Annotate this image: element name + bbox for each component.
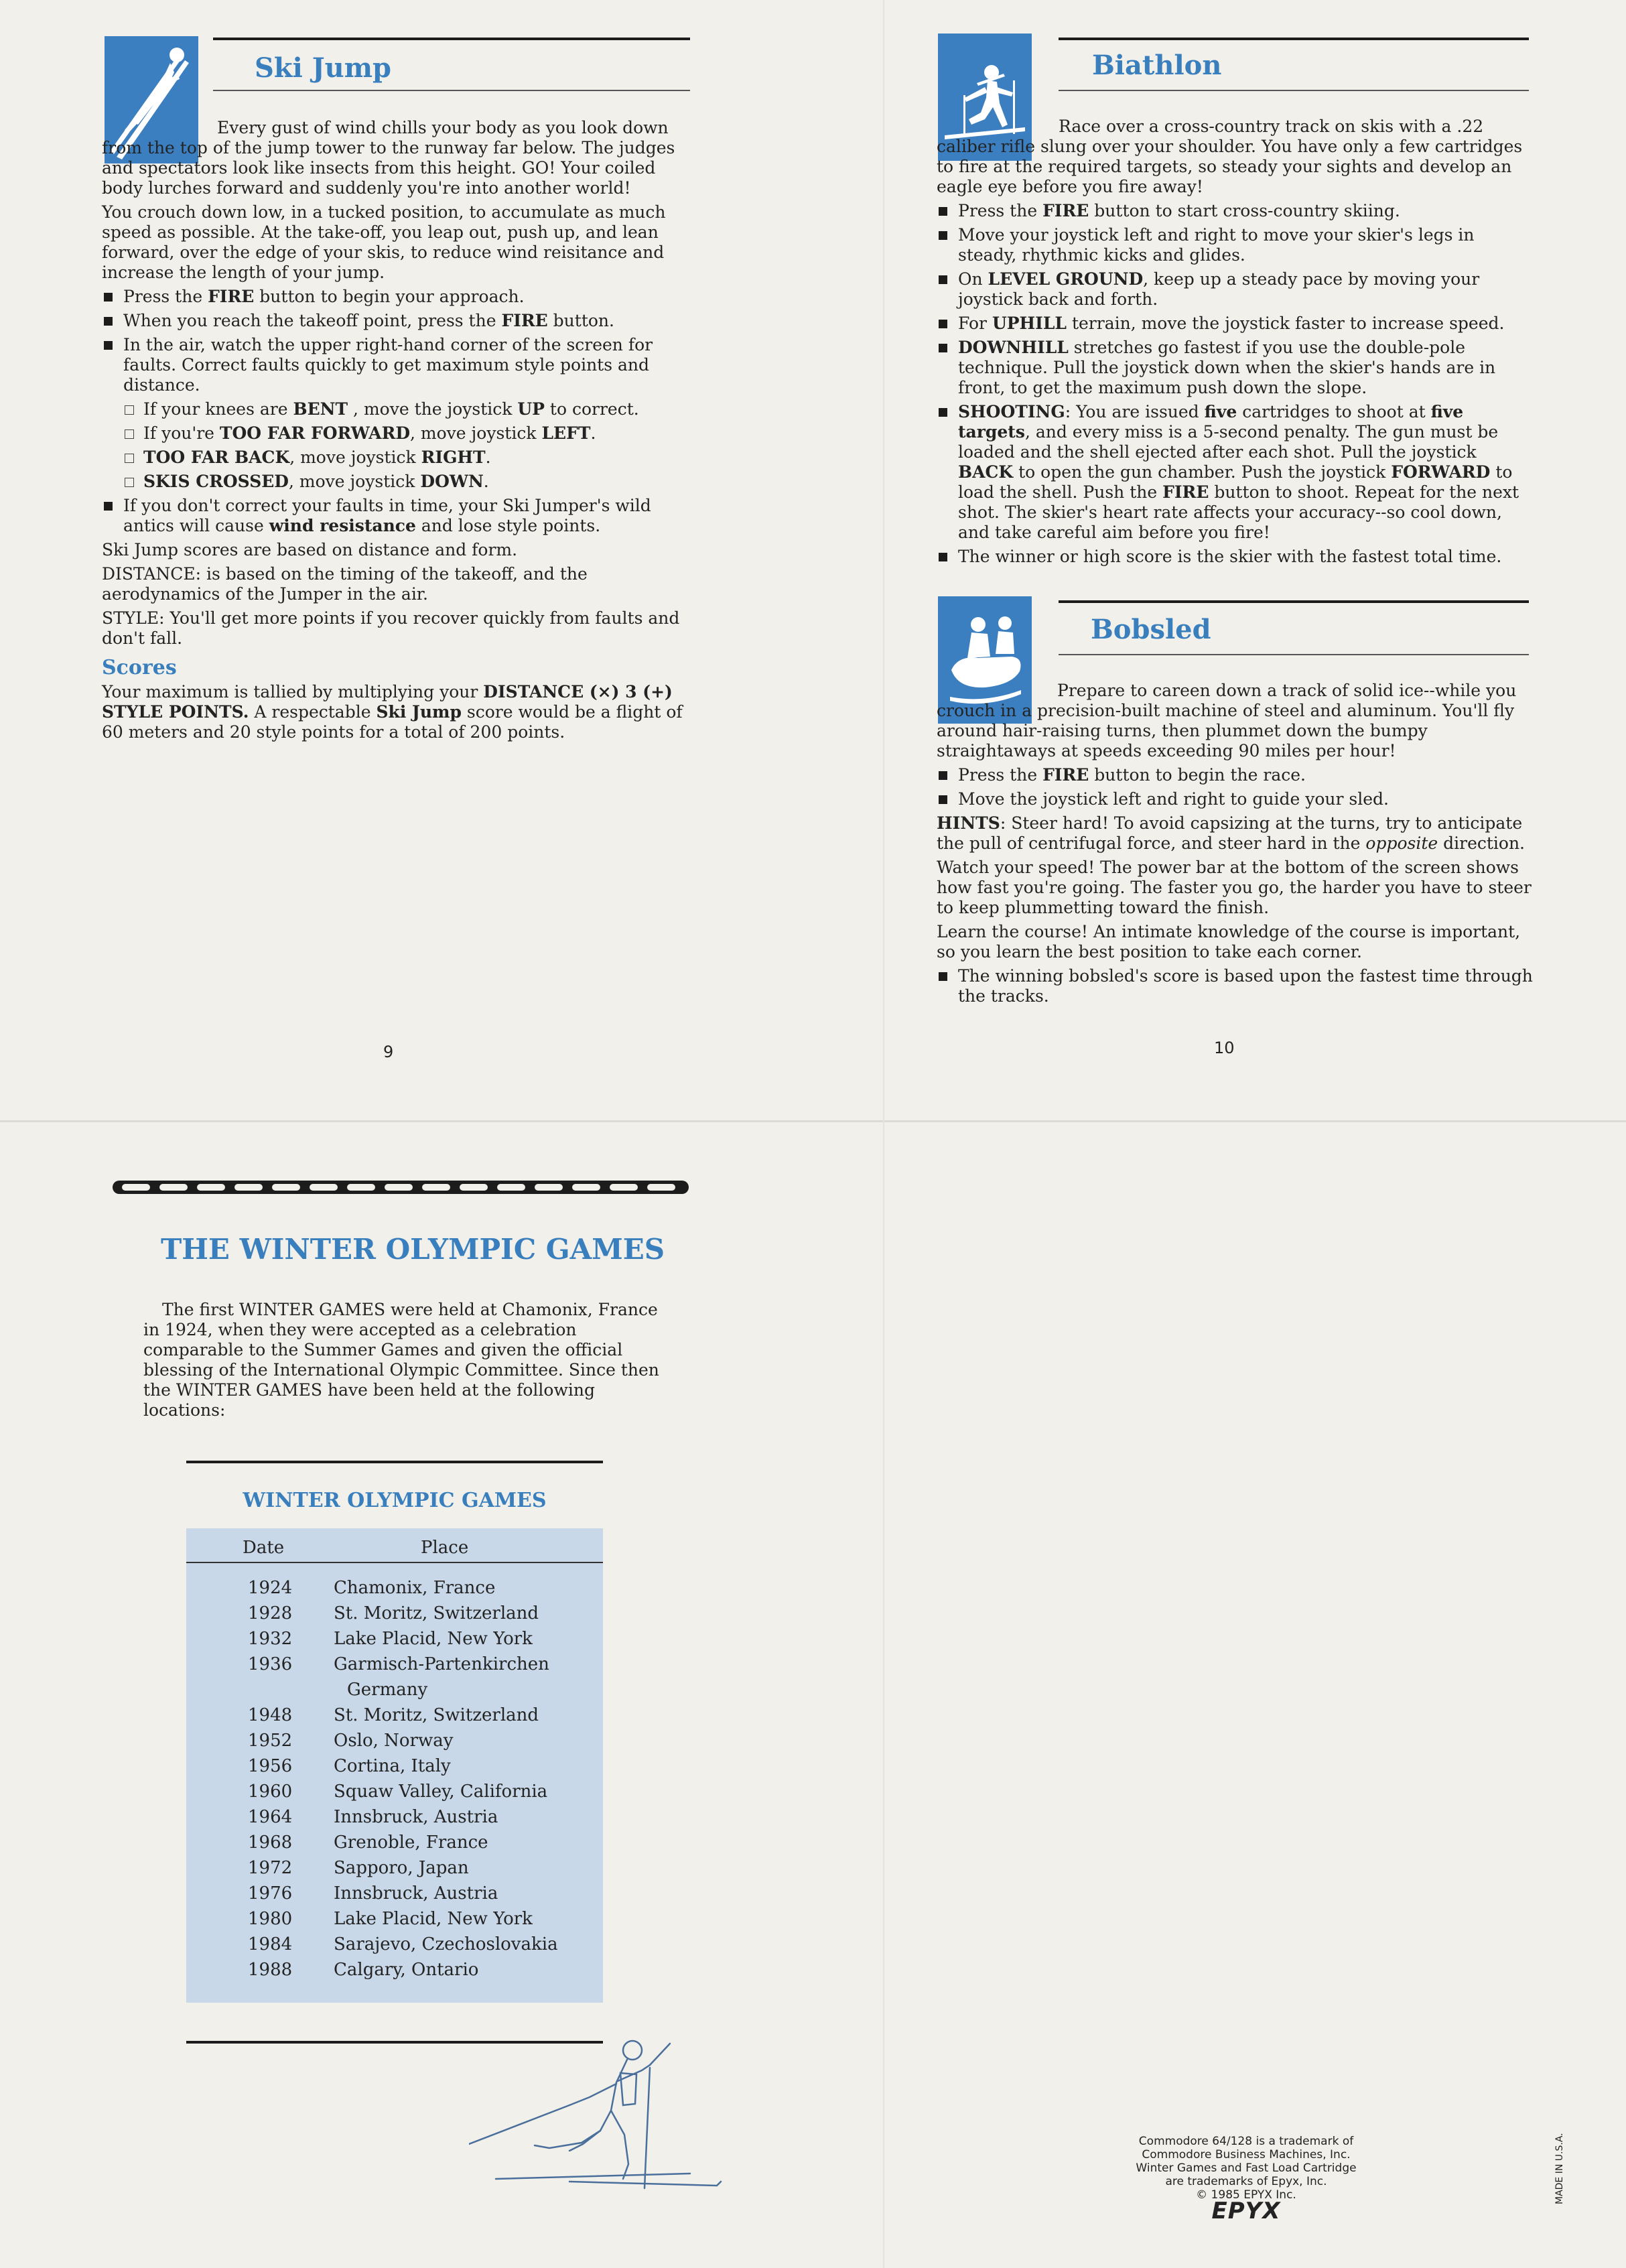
column-header-place: Place <box>421 1538 469 1558</box>
table-row <box>186 1626 603 1652</box>
cell-place: St. Moritz, Switzerland <box>334 1603 539 1623</box>
cell-date: 1932 <box>248 1629 293 1649</box>
bobsled-course: Learn the course! An intimate knowledge of the course is important, so you learn the best position to take each corner. <box>937 922 1521 961</box>
winter-games-intro-text: The first WINTER GAMES were held at Chamonix, France in 1924, when they were accepted as a celebration comparable to the Summer Games and given the official blessing of the International Olympic Committee. Since then the WINTER GAMES have been held at the following locations: <box>143 1300 659 1420</box>
cell-date: 1952 <box>248 1731 293 1751</box>
cell-place: Lake Placid, New York <box>334 1629 533 1649</box>
bobsled-text <box>937 681 1540 1010</box>
bobsled-title-rule <box>1059 654 1529 655</box>
list-item: For UPHILL terrain, move the joystick faster to increase speed. <box>937 314 1533 334</box>
fold-line-vertical <box>883 0 884 2268</box>
ski-jump-intro: Every gust of wind chills your body as you look down from the top of the jump tower to the runway far below. The judges and spectators look like insects from this height. GO! Your coiled body lurches forward and suddenly you're into another world! <box>102 118 675 198</box>
scores-heading: Scores <box>102 656 177 679</box>
cell-date: 1988 <box>248 1960 293 1980</box>
cell-place: Garmisch-Partenkirchen <box>334 1654 549 1674</box>
ski-jump-distance: DISTANCE: is based on the timing of the takeoff, and the aerodynamics of the Jumper in the air. <box>102 564 588 604</box>
ski-jump-title-rule <box>213 90 690 91</box>
chain-link <box>535 1184 563 1191</box>
bobsled-intro: Prepare to careen down a track of solid ice--while you crouch in a precision-built machine of steel and aluminum. You'll fly around hair-raising turns, then plummet down the bumpy straightaways at speeds exceeding 90 miles per hour! <box>937 681 1517 760</box>
trademark-line: Commodore 64/128 is a trademark of <box>1138 2135 1354 2148</box>
table-row <box>186 1779 603 1804</box>
chain-link <box>422 1184 450 1191</box>
list-item: In the air, watch the upper right-hand corner of the screen for faults. Correct faults quickly to get maximum style points and distance. If your knees are BENT , move the joystick UP to correct. If you're TOO FAR FORWARD, move joystick LEFT. TOO FAR BACK, move joystick RIGHT. SKIS CROSSED, move joystick DOWN. <box>102 335 691 492</box>
ski-jump-style: STYLE: You'll get more points if you recover quickly from faults and don't fall. <box>102 608 680 648</box>
chain-link <box>385 1184 413 1191</box>
cell-place: Lake Placid, New York <box>334 1909 533 1929</box>
cell-place: Sapporo, Japan <box>334 1858 469 1878</box>
list-item: Move the joystick left and right to guide your sled. <box>937 789 1540 809</box>
chain-border-ornament <box>113 1179 689 1195</box>
column-header-date: Date <box>243 1538 285 1558</box>
cell-place: Innsbruck, Austria <box>334 1807 498 1827</box>
list-item: If you're TOO FAR FORWARD, move joystick LEFT. <box>122 423 691 444</box>
table-row <box>186 1804 603 1830</box>
list-item: SHOOTING: You are issued five cartridges to shoot at five targets, and every miss is a 5-second penalty. The gun must be loaded and the shell ejected after each shot. Pull the joystick BACK to open the gun chamber. Push the joystick FORWARD to load the shell. Push the FIRE button to shoot. Repeat for the next shot. The skier's heart rate affects your accuracy--so cool down, and take careful aim before you fire! <box>937 402 1533 543</box>
cell-date: 1968 <box>248 1832 293 1853</box>
table-row <box>186 1728 603 1753</box>
vertical-print-mark: MADE IN U.S.A. <box>1554 2133 1565 2204</box>
cell-place: Germany <box>347 1680 428 1700</box>
table-row <box>186 1830 603 1855</box>
chain-link <box>272 1184 300 1191</box>
list-item: The winner or high score is the skier with the fastest total time. <box>937 547 1533 567</box>
list-item: DOWNHILL stretches go fastest if you use the double-pole technique. Pull the joystick down when the skier's hands are in front, to get the maximum push down the slope. <box>937 338 1533 398</box>
table-row <box>186 1906 603 1932</box>
chain-link <box>234 1184 263 1191</box>
cell-date: 1964 <box>248 1807 293 1827</box>
chain-link <box>159 1184 188 1191</box>
ski-jump-scores-based: Ski Jump scores are based on distance and form. <box>102 540 518 559</box>
cell-place: Sarajevo, Czechoslovakia <box>334 1934 558 1954</box>
cell-date: 1956 <box>248 1756 293 1776</box>
winter-games-intro <box>143 1300 673 1420</box>
table-row <box>186 1575 603 1601</box>
winter-games-title: THE WINTER OLYMPIC GAMES <box>161 1233 665 1266</box>
cell-date: 1976 <box>248 1883 293 1904</box>
table-row <box>186 1881 603 1906</box>
ski-jump-text <box>102 118 691 746</box>
cell-date: 1984 <box>248 1934 293 1954</box>
cell-date <box>186 1677 334 1703</box>
list-item: If your knees are BENT , move the joystick UP to correct. <box>122 399 691 419</box>
table-row <box>186 1753 603 1779</box>
bobsled-speed: Watch your speed! The power bar at the bottom of the screen shows how fast you're going. The faster you go, the harder you have to steer to keep plummetting toward the finish. <box>937 858 1532 917</box>
ski-jump-title: Ski Jump <box>255 52 392 84</box>
ski-jump-para2: You crouch down low, in a tucked position, to accumulate as much speed as possible. At the take-off, you leap out, push up, and lean forward, over the edge of your skis, to reduce wind reisitance and increase the length of your jump. <box>102 202 666 282</box>
list-item: Press the FIRE button to begin the race. <box>937 765 1540 785</box>
table-top-rule <box>186 1461 603 1463</box>
cell-place: Chamonix, France <box>334 1578 496 1598</box>
trademark-line: © 1985 EPYX Inc. <box>1196 2188 1296 2202</box>
list-item: TOO FAR BACK, move joystick RIGHT. <box>122 448 691 468</box>
cell-date: 1936 <box>248 1654 293 1674</box>
skier-sketch-icon <box>469 2030 724 2198</box>
table-row <box>186 1855 603 1881</box>
biathlon-top-rule <box>1059 38 1529 40</box>
ski-jump-top-rule <box>213 38 690 40</box>
cell-date: 1980 <box>248 1909 293 1929</box>
table-row <box>186 1957 603 1983</box>
table-row <box>186 1677 603 1703</box>
list-item: The winning bobsled's score is based upon the fastest time through the tracks. <box>937 966 1540 1006</box>
cell-date: 1972 <box>248 1858 293 1878</box>
chain-link <box>610 1184 638 1191</box>
trademark-notice <box>1072 2135 1420 2224</box>
fault-sublist <box>102 399 691 492</box>
list-item: Press the FIRE button to begin your approach. <box>102 287 691 307</box>
cell-place: Calgary, Ontario <box>334 1960 479 1980</box>
chain-link <box>347 1184 375 1191</box>
epyx-logo: EPYX <box>1211 2198 1281 2224</box>
cell-date: 1924 <box>248 1578 293 1598</box>
biathlon-text <box>937 117 1533 571</box>
table-row <box>186 1652 603 1677</box>
list-item: When you reach the takeoff point, press the FIRE button. <box>102 311 691 331</box>
page-number-9: 9 <box>383 1043 394 1061</box>
cell-date: 1928 <box>248 1603 293 1623</box>
bobsled-top-rule <box>1059 600 1529 603</box>
list-item: On LEVEL GROUND, keep up a steady pace by moving your joystick back and forth. <box>937 269 1533 310</box>
page-number-10: 10 <box>1214 1039 1235 1057</box>
cell-place: Cortina, Italy <box>334 1756 451 1776</box>
chain-link <box>197 1184 225 1191</box>
cell-place: Oslo, Norway <box>334 1731 454 1751</box>
cell-place: St. Moritz, Switzerland <box>334 1705 539 1725</box>
chain-link <box>647 1184 675 1191</box>
trademark-line: Commodore Business Machines, Inc. <box>1142 2148 1351 2161</box>
cell-place: Innsbruck, Austria <box>334 1883 498 1904</box>
ski-jump-bullets <box>102 287 691 536</box>
cell-date: 1948 <box>248 1705 293 1725</box>
bobsled-title: Bobsled <box>1091 614 1211 645</box>
bobsled-hints: HINTS: Steer hard! To avoid capsizing at the turns, try to anticipate the pull of centrifugal force, and steer hard in the opposite direction. <box>937 813 1526 853</box>
cell-place: Grenoble, France <box>334 1832 488 1853</box>
list-item: Press the FIRE button to start cross-country skiing. <box>937 201 1533 221</box>
chain-link <box>310 1184 338 1191</box>
list-item: Move your joystick left and right to move your skier's legs in steady, rhythmic kicks and glides. <box>937 225 1533 265</box>
biathlon-intro: Race over a cross-country track on skis with a .22 caliber rifle slung over your shoulder. You have only a few cartridges to fire at the required targets, so steady your sights and develop an eagle eye before you fire away! <box>937 117 1523 196</box>
table-row <box>186 1601 603 1626</box>
chain-link <box>572 1184 600 1191</box>
cell-place: Squaw Valley, California <box>334 1782 548 1802</box>
cell-date: 1960 <box>248 1782 293 1802</box>
table-row <box>186 1932 603 1957</box>
biathlon-title: Biathlon <box>1092 50 1222 81</box>
bobsled-bullets <box>937 765 1540 809</box>
list-item: SKIS CROSSED, move joystick DOWN. <box>122 472 691 492</box>
table-row <box>186 1703 603 1728</box>
bobsled-bullets-2 <box>937 966 1540 1006</box>
biathlon-title-rule <box>1059 90 1529 91</box>
table-title: WINTER OLYMPIC GAMES <box>243 1489 547 1512</box>
table-header <box>186 1538 603 1563</box>
trademark-line: are trademarks of Epyx, Inc. <box>1165 2175 1327 2188</box>
chain-link <box>497 1184 525 1191</box>
chain-link <box>460 1184 488 1191</box>
biathlon-bullets <box>937 201 1533 567</box>
winter-games-table <box>186 1461 603 2003</box>
table-body <box>186 1528 603 2003</box>
trademark-line: Winter Games and Fast Load Cartridge <box>1136 2161 1357 2175</box>
scores-text: Your maximum is tallied by multiplying your DISTANCE (×) 3 (+) STYLE POINTS. A respectable Ski Jump score would be a flight of 60 meters and 20 style points for a total of 200 points. <box>102 682 683 742</box>
fold-line-horizontal <box>0 1120 1626 1122</box>
table-rows <box>186 1575 603 1983</box>
chain-link <box>122 1184 150 1191</box>
list-item: If you don't correct your faults in time, your Ski Jumper's wild antics will cause wind resistance and lose style points. <box>102 496 691 536</box>
